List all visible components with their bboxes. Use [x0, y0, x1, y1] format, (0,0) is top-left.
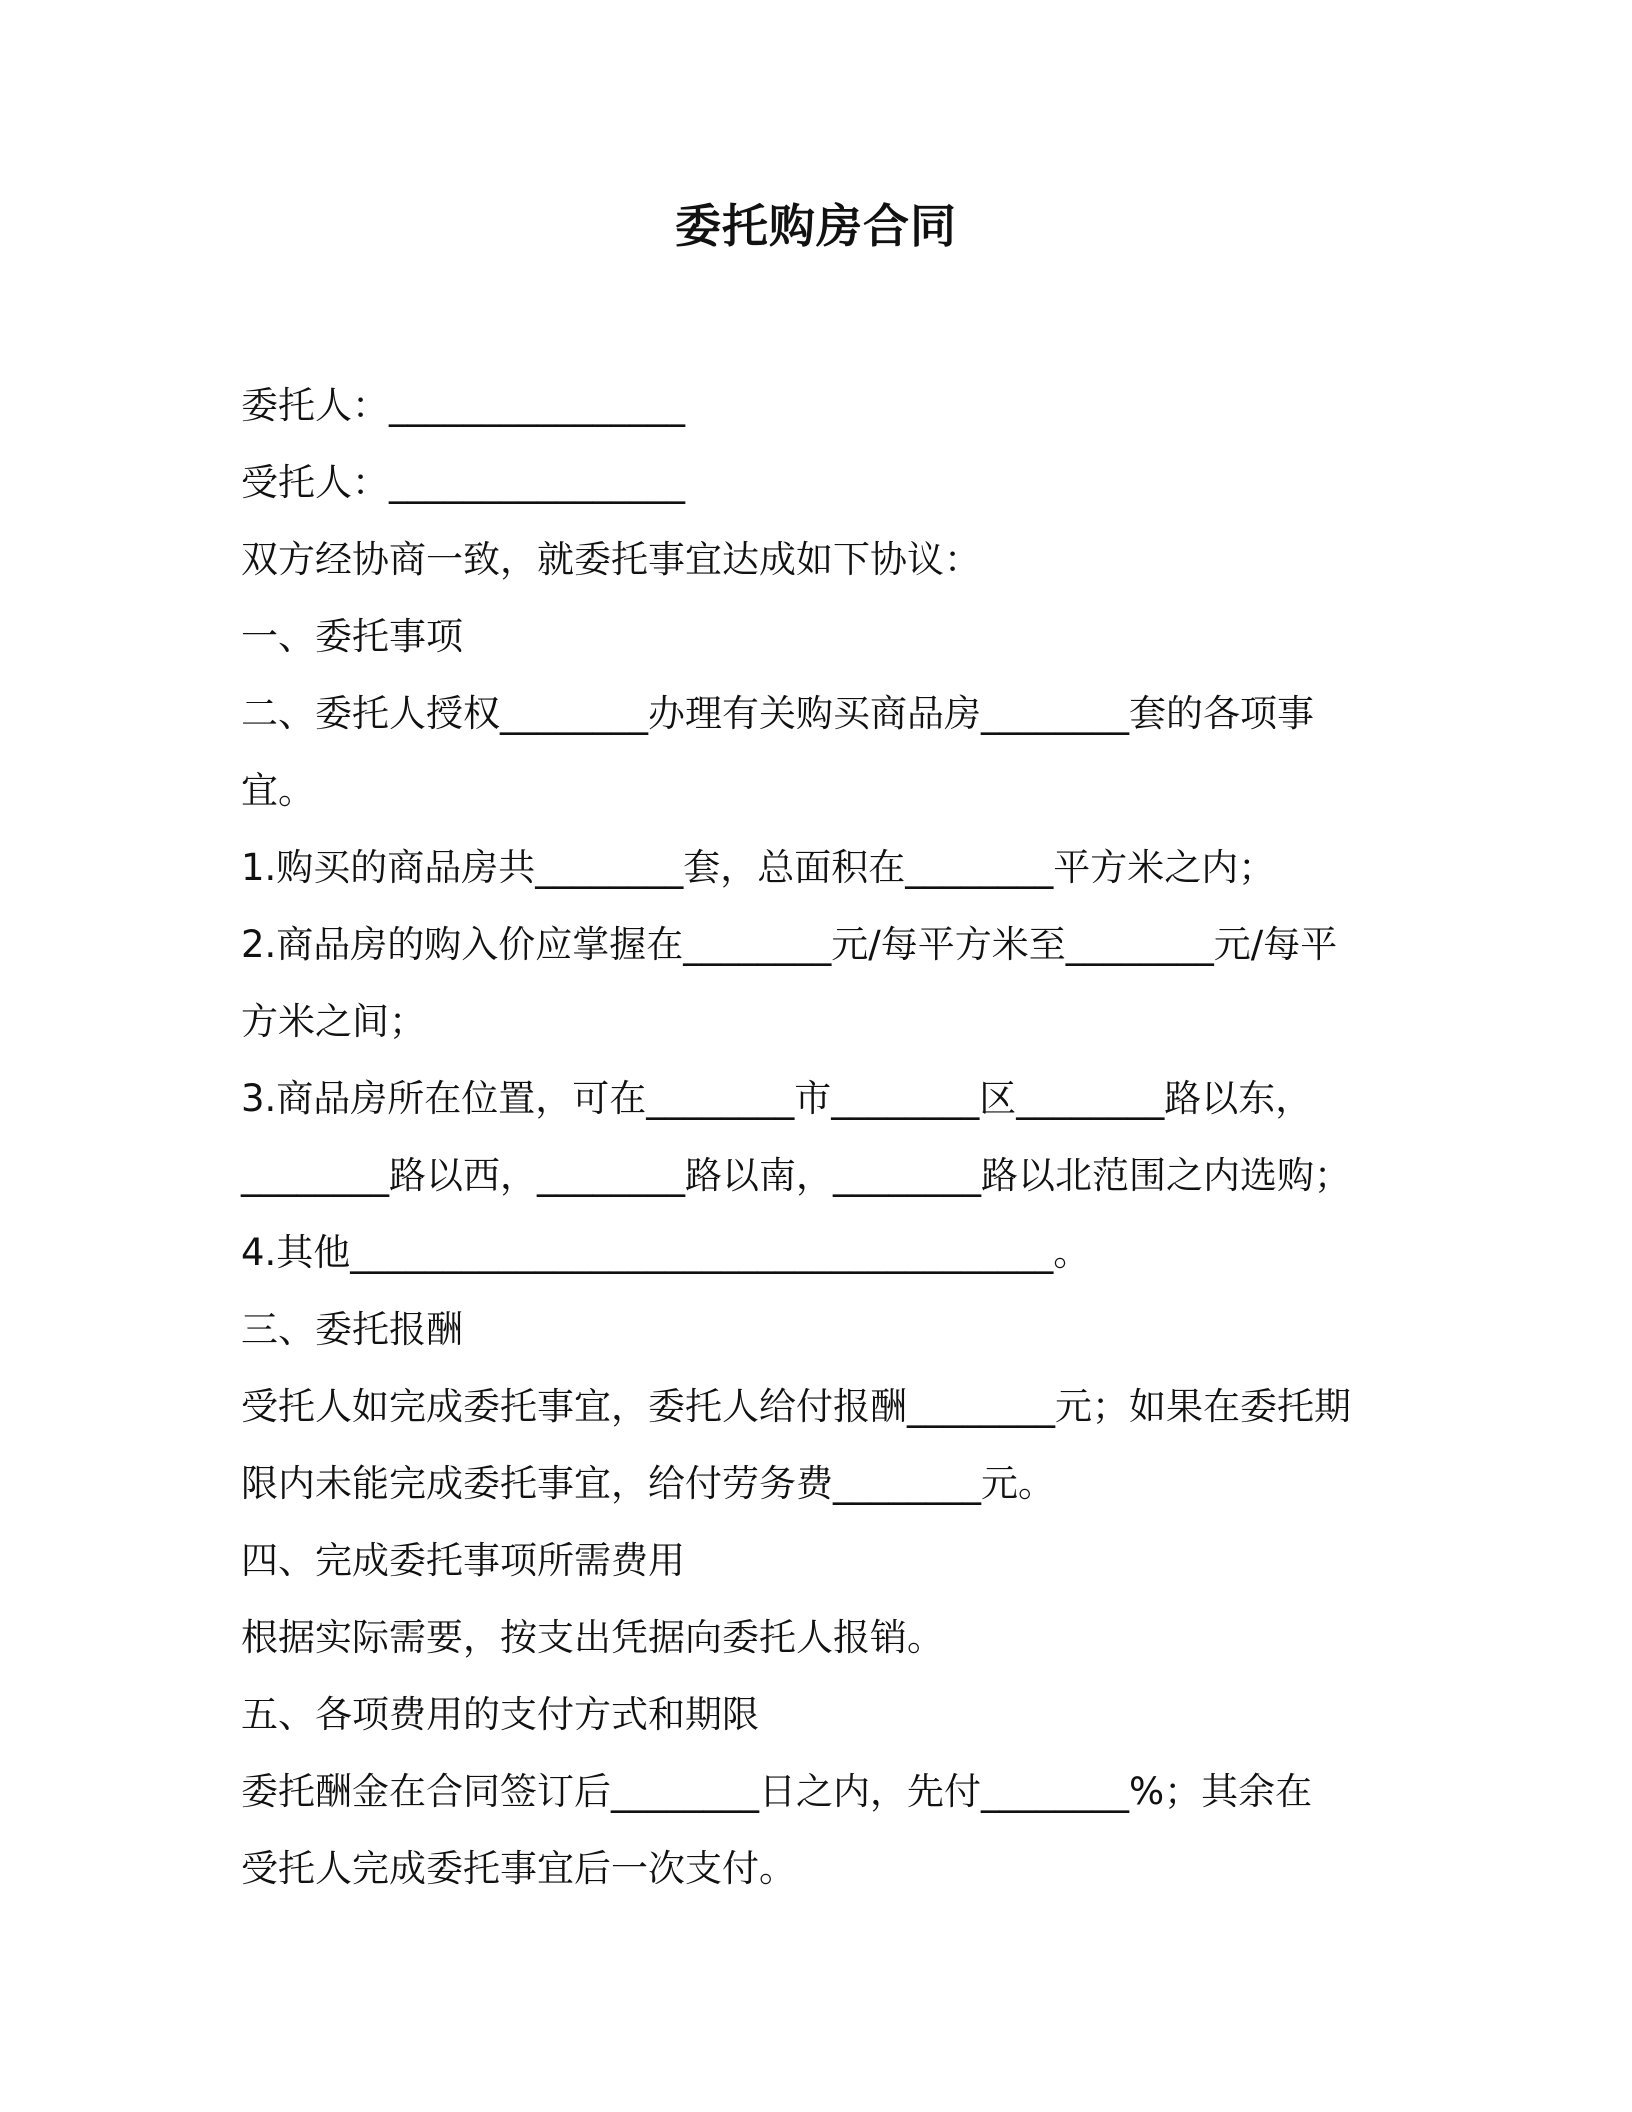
agent-line: 受托人：________________: [241, 461, 685, 504]
document-body: [241, 367, 1411, 1907]
agreement-intro: 双方经协商一致，就委托事宜达成如下协议：: [241, 538, 981, 581]
paragraph-line: 受托人如完成委托事宜，委托人给付报酬________元；如果在委托期: [241, 1385, 1351, 1428]
section-heading: 三、委托报酬: [241, 1308, 463, 1351]
clause-line: 1.购买的商品房共________套，总面积在________平方米之内；: [241, 846, 1276, 889]
clause-line: 方米之间；: [241, 1000, 426, 1043]
clause-line: 2.商品房的购入价应掌握在________元/每平方米至________元/每平: [241, 923, 1338, 966]
section-heading: 四、完成委托事项所需费用: [241, 1539, 685, 1582]
section-heading: 五、各项费用的支付方式和期限: [241, 1693, 759, 1736]
clause-line: ________路以西，________路以南，________路以北范围之内选购；: [241, 1154, 1351, 1197]
document-title: 委托购房合同: [675, 199, 957, 253]
principal-line: 委托人：________________: [241, 384, 685, 427]
paragraph-line: 根据实际需要，按支出凭据向委托人报销。: [241, 1616, 944, 1659]
clause-line: 4.其他______________________________________。: [241, 1231, 1091, 1274]
paragraph-line: 限内未能完成委托事宜，给付劳务费________元。: [241, 1462, 1055, 1505]
section-heading: 一、委托事项: [241, 615, 463, 658]
clause-line: 3.商品房所在位置，可在________市________区________路以东，: [241, 1077, 1313, 1120]
paragraph-line: 受托人完成委托事宜后一次支付。: [241, 1847, 796, 1890]
paragraph-line: 二、委托人授权________办理有关购买商品房________套的各项事: [241, 692, 1314, 735]
paragraph-line: 宜。: [241, 769, 315, 812]
paragraph-line: 委托酬金在合同签订后________日之内，先付________%；其余在: [241, 1770, 1313, 1813]
